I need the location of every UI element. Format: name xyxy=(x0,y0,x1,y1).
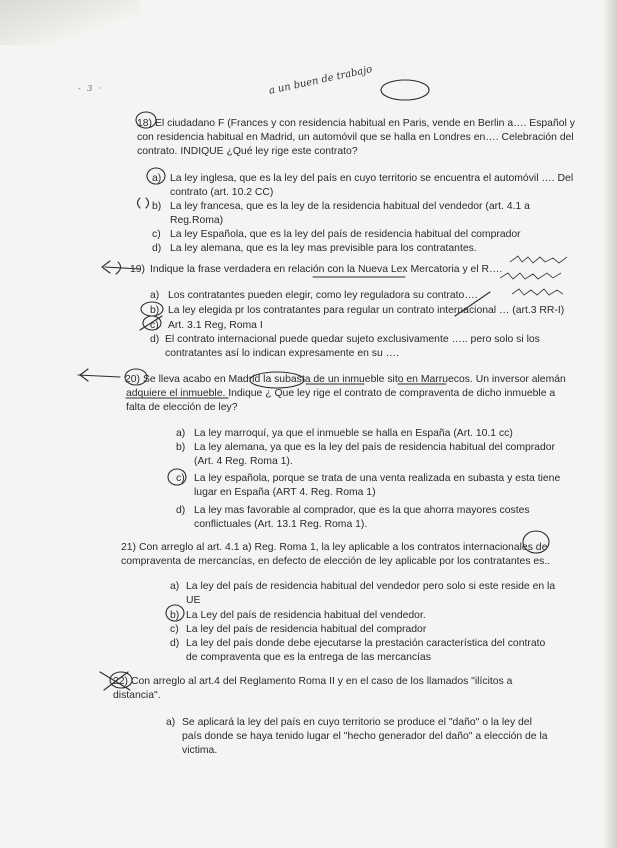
q21-line-1: Con arreglo al art. 4.1 a) Reg. Roma 1, la ley aplicable a los contratos internacionales de xyxy=(139,542,548,553)
q22-option-a-line-1: Se aplicará la ley del país en cuyo territorio se produce el "daño" o la ley del xyxy=(182,717,532,728)
q19-option-d-line-2: contratantes así lo indican expresamente en su …. xyxy=(165,348,399,359)
q21-option-c-letter: c) xyxy=(170,624,179,635)
q18-option-b-line-1: La ley francesa, que es la ley de la residencia habitual del vendedor (art. 4.1 a xyxy=(170,201,530,212)
q18-option-a-letter: a) xyxy=(152,173,162,184)
arrow-mark xyxy=(105,267,140,269)
margin-handwriting-right xyxy=(500,256,567,295)
q18-option-b-letter: b) xyxy=(152,201,162,212)
q20-option-b-line-1: La ley alemana, ya que es la ley del país de residencia habitual del comprador xyxy=(194,442,556,453)
q20-line-1: Se lleva acabo en Madrid la subasta de un inmueble sito en Marruecos. Un inversor alemán xyxy=(143,374,566,385)
bracket-mark xyxy=(146,198,149,208)
q18-number: 18) xyxy=(137,118,153,129)
q18-line-3: contrato. INDIQUE ¿Qué ley rige este contrato? xyxy=(137,146,358,157)
q19-number: 19) xyxy=(130,264,146,275)
arrow-mark xyxy=(78,375,120,377)
circle-mark xyxy=(141,302,163,316)
margin-note: - 3 · xyxy=(78,84,104,93)
q21-option-c-line-1: La ley del país de residencia habitual del comprador xyxy=(186,624,427,635)
q18-option-a-line-1: La ley inglesa, que es la ley del país en cuyo territorio se encuentra el automóvil …. Del xyxy=(170,173,574,184)
q20-option-d-line-1: La ley mas favorable al comprador, que es la que ahorra mayores costes xyxy=(194,505,530,516)
q20-option-b-letter: b) xyxy=(176,442,186,453)
q19-line-1: Indique la frase verdadera en relación con la Nueva Lex Mercatoria y el R…. xyxy=(150,264,503,275)
q22-option-a-letter: a) xyxy=(166,717,176,728)
handwritten-note-top: a un buen de trabajo xyxy=(268,64,374,97)
q20-option-b-line-2: (Art. 4 Reg. Roma 1). xyxy=(194,456,293,467)
circle-mark xyxy=(166,605,184,621)
q20-option-d-letter: d) xyxy=(176,505,186,516)
q21-option-a-letter: a) xyxy=(170,581,180,592)
q20-line-3: falta de elección de ley? xyxy=(126,402,238,413)
q18-option-d-letter: d) xyxy=(152,243,162,254)
q20-option-a-line-1: La ley marroquí, ya que el inmueble se halla en España (Art. 10.1 cc) xyxy=(194,428,513,439)
q18-option-b-line-2: Reg.Roma) xyxy=(170,215,224,226)
q21-option-b-letter: b) xyxy=(170,610,180,621)
circle-mark xyxy=(136,112,156,128)
circle-mark xyxy=(147,168,165,184)
circle-mark xyxy=(523,531,549,553)
q18-line-2: con residencia habitual en Madrid, un automóvil que se halla en Londres en…. Celebración del xyxy=(137,132,574,143)
q18-option-c-letter: c) xyxy=(152,229,161,240)
q21-option-d-line-2: de compraventa que es la entrega de las mercancías xyxy=(186,652,431,663)
q19-option-a-letter: a) xyxy=(150,290,160,301)
q22-line-2: distancia". xyxy=(113,690,161,701)
q20-option-c-line-1: La ley española, porque se trata de una venta realizada en subasta y esta tiene xyxy=(194,473,561,484)
q20-option-c-line-2: lugar en España (ART 4. Reg. Roma 1) xyxy=(194,487,376,498)
circle-mark xyxy=(250,372,304,388)
q18-option-a-line-2: contrato (art. 10.2 CC) xyxy=(170,187,274,198)
q19-option-b-line-1: La ley elegida pr los contratantes para regular un contrato internacional … (art.3 RR-I) xyxy=(168,305,565,316)
q21-option-d-line-1: La ley del país donde debe ejecutarse la prestación característica del contrato xyxy=(186,638,546,649)
circle-mark xyxy=(381,80,429,100)
q22-line-1: Con arreglo al art.4 del Reglamento Roma II y en el caso de los llamados "ilícitos a xyxy=(131,676,513,687)
q21-option-a-line-1: La ley del país de residencia habitual del vendedor pero solo si este reside en la xyxy=(186,581,556,592)
q19-option-a-line-1: Los contratantes pueden elegir, como ley reguladora su contrato…. xyxy=(168,290,478,301)
pointer-line xyxy=(455,292,490,316)
q19-option-c-line-1: Art. 3.1 Reg, Roma I xyxy=(168,320,263,331)
circle-mark xyxy=(125,369,147,385)
q18-option-d-line-1: La ley alemana, que es la ley mas previsible para los contratantes. xyxy=(170,243,477,254)
bracket-mark xyxy=(138,198,141,208)
q19-option-c-letter: c) xyxy=(150,320,159,331)
q21-option-b-line-1: La Ley del país de residencia habitual del vendedor. xyxy=(186,610,426,621)
q21-option-a-line-2: UE xyxy=(186,595,201,606)
q20-line-2: adquiere el inmueble. Indique ¿ Que ley rige el contrato de compraventa de dicho inmueble a xyxy=(126,388,556,399)
q20-option-d-line-2: conflictuales (Art. 13.1 Reg. Roma 1). xyxy=(194,519,368,530)
q18-option-c-line-1: La ley Española, que es la ley del país de residencia habitual del comprador xyxy=(170,229,521,240)
q20-option-c-letter: c) xyxy=(176,473,185,484)
q22-option-a-line-3: victima. xyxy=(182,745,218,756)
q20-number: 20) xyxy=(125,374,141,385)
q21-option-d-letter: d) xyxy=(170,638,180,649)
q19-option-d-line-1: El contrato internacional puede quedar sujeto exclusivamente ….. pero solo si los xyxy=(165,334,540,345)
q21-number: 21) xyxy=(121,542,137,553)
q20-option-a-letter: a) xyxy=(176,428,186,439)
q19-option-d-letter: d) xyxy=(150,334,160,345)
q22-option-a-line-2: país donde se haya tenido lugar el "hecho generador del daño" a elección de la xyxy=(182,731,548,742)
circle-mark xyxy=(168,469,186,485)
q22-number: 22) xyxy=(113,676,129,687)
q21-line-2: compraventa de mercancías, en defecto de elección de ley aplicable por los contratantes es.. xyxy=(121,556,551,567)
q19-option-b-letter: b) xyxy=(150,305,160,316)
q18-line-1: El ciudadano F (Frances y con residencia habitual en Paris, vende en Berlin a…. Español y xyxy=(155,118,575,129)
